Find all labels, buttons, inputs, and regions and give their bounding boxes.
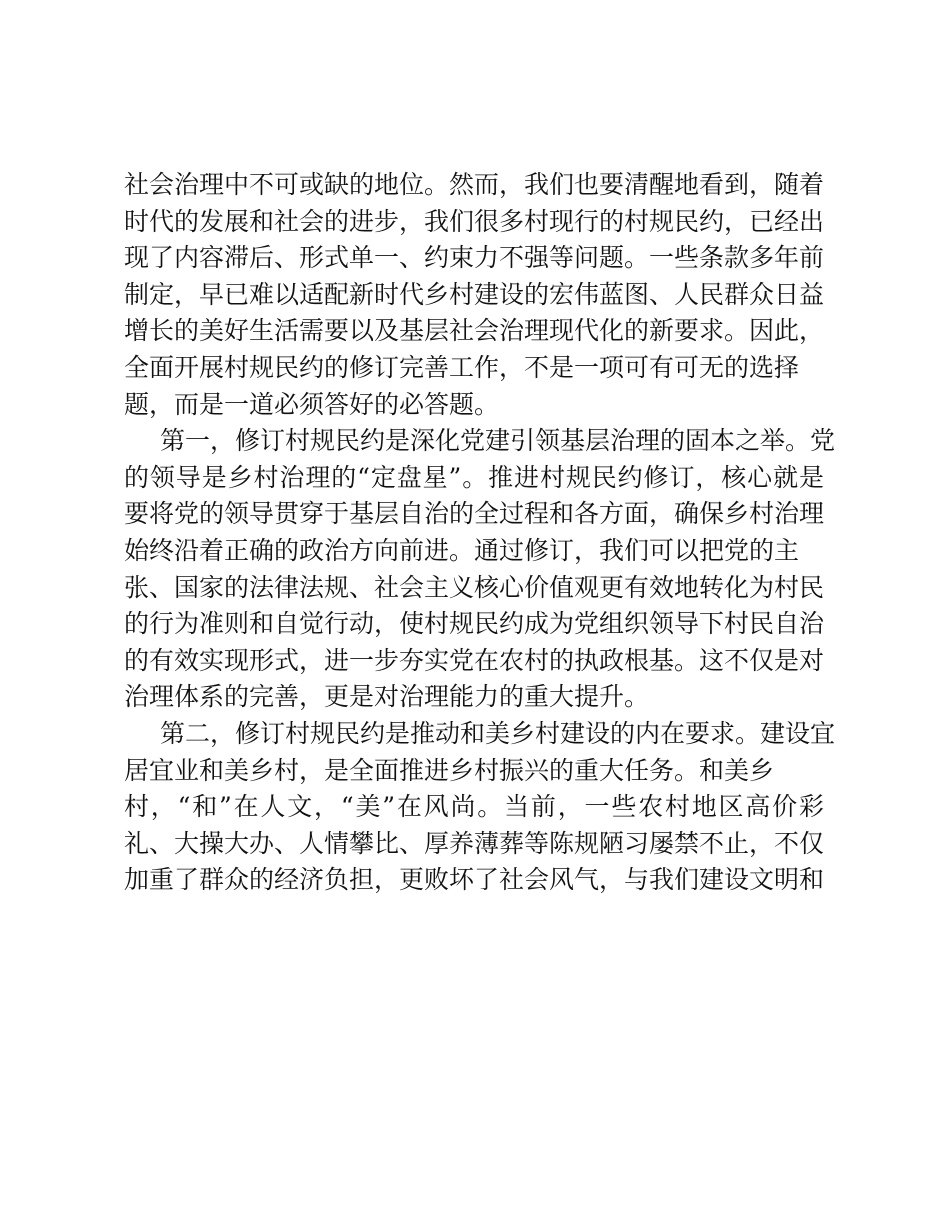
text-line: 的有效实现形式，进一步夯实党在农村的执政根基。这不仅是对 — [124, 645, 825, 675]
text-line: 的行为准则和自觉行动，使村规民约成为党组织领导下村民自治 — [124, 609, 825, 639]
text-line: 题，而是一道必须答好的必答题。 — [124, 389, 500, 419]
text-line: 社会治理中不可或缺的地位。然而，我们也要清醒地看到，随着 — [124, 170, 825, 199]
paragraph-first-point — [124, 423, 836, 716]
text-line: 礼、大操大办、人情攀比、厚养薄葬等陈规陋习屡禁不止，不仅 — [124, 828, 825, 858]
text-line: 要将党的领导贯穿于基层自治的全过程和各方面，确保乡村治理 — [124, 499, 825, 529]
text-line: 加重了群众的经济负担，更败坏了社会风气，与我们建设文明和 — [124, 865, 825, 895]
paragraph-continuation — [124, 167, 824, 423]
text-line: 全面开展村规民约的修订完善工作，不是一项可有可无的选择 — [124, 352, 800, 382]
text-line: 制定，早已难以适配新时代乡村建设的宏伟蓝图、人民群众日益 — [124, 279, 825, 309]
text-line: 治理体系的完善，更是对治理能力的重大提升。 — [124, 682, 650, 712]
text-line: 张、国家的法律法规、社会主义核心价值观更有效地转化为村民 — [124, 572, 825, 602]
paragraph-second-point — [124, 716, 836, 899]
text-line: 增长的美好生活需要以及基层社会治理现代化的新要求。因此， — [124, 316, 825, 346]
body-text — [124, 167, 836, 899]
text-line: 时代的发展和社会的进步，我们很多村现行的村规民约，已经出 — [124, 206, 825, 236]
text-line: 始终沿着正确的政治方向前进。通过修订，我们可以把党的主 — [124, 535, 800, 565]
text-line: 第二，修订村规民约是推动和美乡村建设的内在要求。建设宜 — [160, 718, 836, 748]
text-line: 现了内容滞后、形式单一、约束力不强等问题。一些条款多年前 — [124, 243, 825, 273]
text-line: 居宜业和美乡村，是全面推进乡村振兴的重大任务。和美乡 — [124, 755, 775, 785]
text-line: 第一，修订村规民约是深化党建引领基层治理的固本之举。党 — [160, 426, 836, 456]
text-line: 村，“和”在人文，“美”在风尚。当前，一些农村地区高价彩 — [124, 792, 824, 822]
text-line: 的领导是乡村治理的“定盘星”。推进村规民约修订，核心就是 — [124, 462, 824, 492]
